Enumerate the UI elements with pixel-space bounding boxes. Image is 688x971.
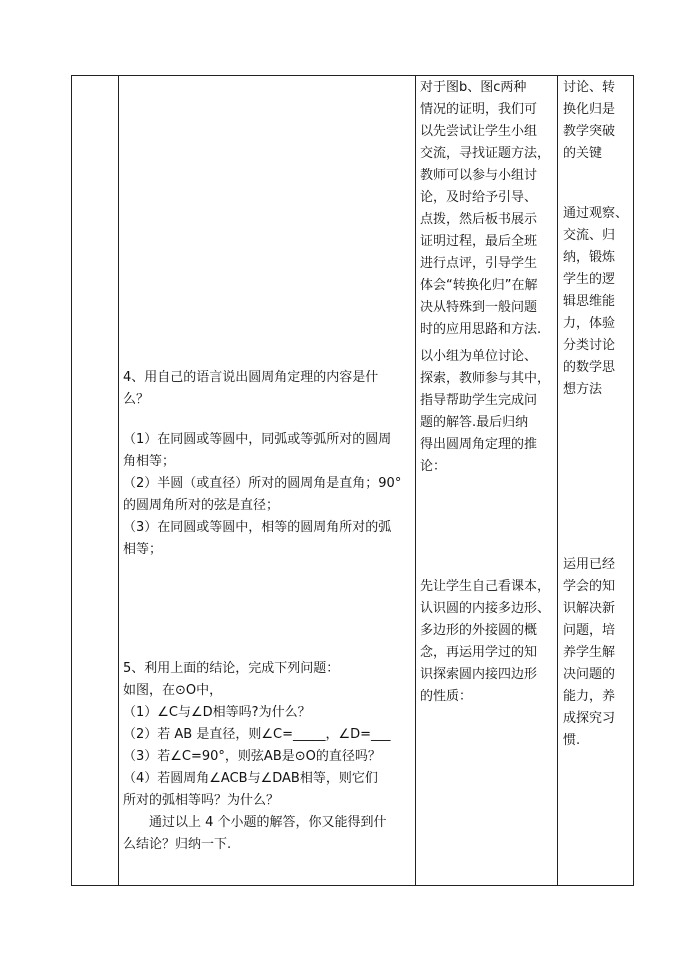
teacher-activity-block-2 xyxy=(420,346,550,478)
text-line: 学生的逻 xyxy=(563,272,616,287)
text-line: 对于图b、图c两种 xyxy=(420,80,527,95)
question-4 xyxy=(123,367,378,411)
subquestion-line: （2）若 AB 是直径，则∠C=_____，∠D=___ xyxy=(123,727,391,742)
text-line: 教师可以参与小组讨 xyxy=(420,168,538,183)
question-5-intro: 如图，在⊙O中， xyxy=(123,683,223,698)
answer-line: （3）在同圆或等圆中，相等的圆周角所对的弧 xyxy=(123,520,392,535)
text-line: 论，及时给予引导、 xyxy=(420,190,538,205)
text-line: 学会的知 xyxy=(563,579,616,594)
text-line: 进行点评，引导学生 xyxy=(420,256,538,271)
summary-line: 通过以上 4 个小题的解答，你又能得到什 xyxy=(149,815,387,830)
text-line: 养学生解 xyxy=(563,645,616,660)
text-line: 力，体验 xyxy=(563,316,616,331)
text-line: 多边形的外接圆的概 xyxy=(420,623,538,638)
text-line: 探索，教师参与其中， xyxy=(420,371,551,386)
text-line: 以小组为单位讨论、 xyxy=(420,349,538,364)
column-divider xyxy=(118,76,119,885)
design-intent-block-1 xyxy=(563,77,615,165)
text-line: 运用已经 xyxy=(563,557,616,572)
text-line: 问题，培 xyxy=(563,623,616,638)
text-line: 识探索圆内接四边形 xyxy=(420,667,538,682)
answer-line: 角相等； xyxy=(123,454,176,469)
text-line: 点拨，然后板书展示 xyxy=(420,212,538,227)
subquestion-line: （3）若∠C=90°，则弦AB是⊙O的直径吗？ xyxy=(123,749,381,764)
text-line: 纳，锻炼 xyxy=(563,250,616,265)
subquestion-line: 所对的弧相等吗？为什么？ xyxy=(123,793,280,808)
text-line: 情况的证明，我们可 xyxy=(420,102,538,117)
design-intent-block-2 xyxy=(563,203,628,401)
question-5-title: 5、利用上面的结论，完成下列问题： xyxy=(123,661,340,676)
question-4-answers xyxy=(123,429,401,561)
column-divider xyxy=(415,76,416,885)
text-line: 的数学思 xyxy=(563,360,616,375)
text-line: 教学突破 xyxy=(563,124,616,139)
subquestion-line: （1）∠C与∠D相等吗?为什么？ xyxy=(123,705,311,720)
text-line: 分类讨论 xyxy=(563,338,616,353)
answer-line: 的圆周角所对的弦是直径； xyxy=(123,498,280,513)
text-line: 的性质： xyxy=(420,689,473,704)
text-line: 换化归是 xyxy=(563,102,616,117)
text-line: 通过观察、 xyxy=(563,206,629,221)
text-line: 时的应用思路和方法. xyxy=(420,322,542,337)
text-line: 成探究习 xyxy=(563,711,616,726)
question-5 xyxy=(123,658,391,856)
text-line: 题的解答.最后归纳 xyxy=(420,415,529,430)
text-line: 识解决新 xyxy=(563,601,616,616)
text-line: 的关键 xyxy=(563,146,603,161)
answer-line: （1）在同圆或等圆中，同弧或等弧所对的圆周 xyxy=(123,432,392,447)
column-divider xyxy=(557,76,558,885)
teacher-activity-block-1 xyxy=(420,77,550,341)
teacher-activity-block-3 xyxy=(420,576,550,708)
question-4-title-cont: 么？ xyxy=(123,392,150,407)
text-line: 念，再运用学过的知 xyxy=(420,645,538,660)
text-line: 指导帮助学生完成问 xyxy=(420,393,538,408)
text-line: 想方法 xyxy=(563,382,603,397)
text-line: 交流、归 xyxy=(563,228,616,243)
text-line: 惯. xyxy=(563,733,581,748)
text-line: 得出圆周角定理的推 xyxy=(420,437,538,452)
answer-line: 相等； xyxy=(123,542,163,557)
text-line: 决问题的 xyxy=(563,667,616,682)
text-line: 体会“转换化归”在解 xyxy=(420,278,538,293)
design-intent-block-3 xyxy=(563,554,615,752)
text-line: 先让学生自己看课本， xyxy=(420,579,551,594)
text-line: 论： xyxy=(420,459,447,474)
text-line: 讨论、转 xyxy=(563,80,616,95)
summary-line: 么结论？归纳一下. xyxy=(123,837,232,852)
text-line: 认识圆的内接多边形、 xyxy=(420,601,551,616)
text-line: 证明过程，最后全班 xyxy=(420,234,538,249)
text-line: 辑思维能 xyxy=(563,294,616,309)
text-line: 以先尝试让学生小组 xyxy=(420,124,538,139)
text-line: 能力，养 xyxy=(563,689,616,704)
answer-line: （2）半圆（或直径）所对的圆周角是直角；90° xyxy=(123,476,402,491)
text-line: 交流，寻找证题方法， xyxy=(420,146,551,161)
subquestion-line: （4）若圆周角∠ACB与∠DAB相等，则它们 xyxy=(123,771,378,786)
question-4-title: 4、用自己的语言说出圆周角定理的内容是什 xyxy=(123,370,379,385)
text-line: 决从特殊到一般问题 xyxy=(420,300,538,315)
